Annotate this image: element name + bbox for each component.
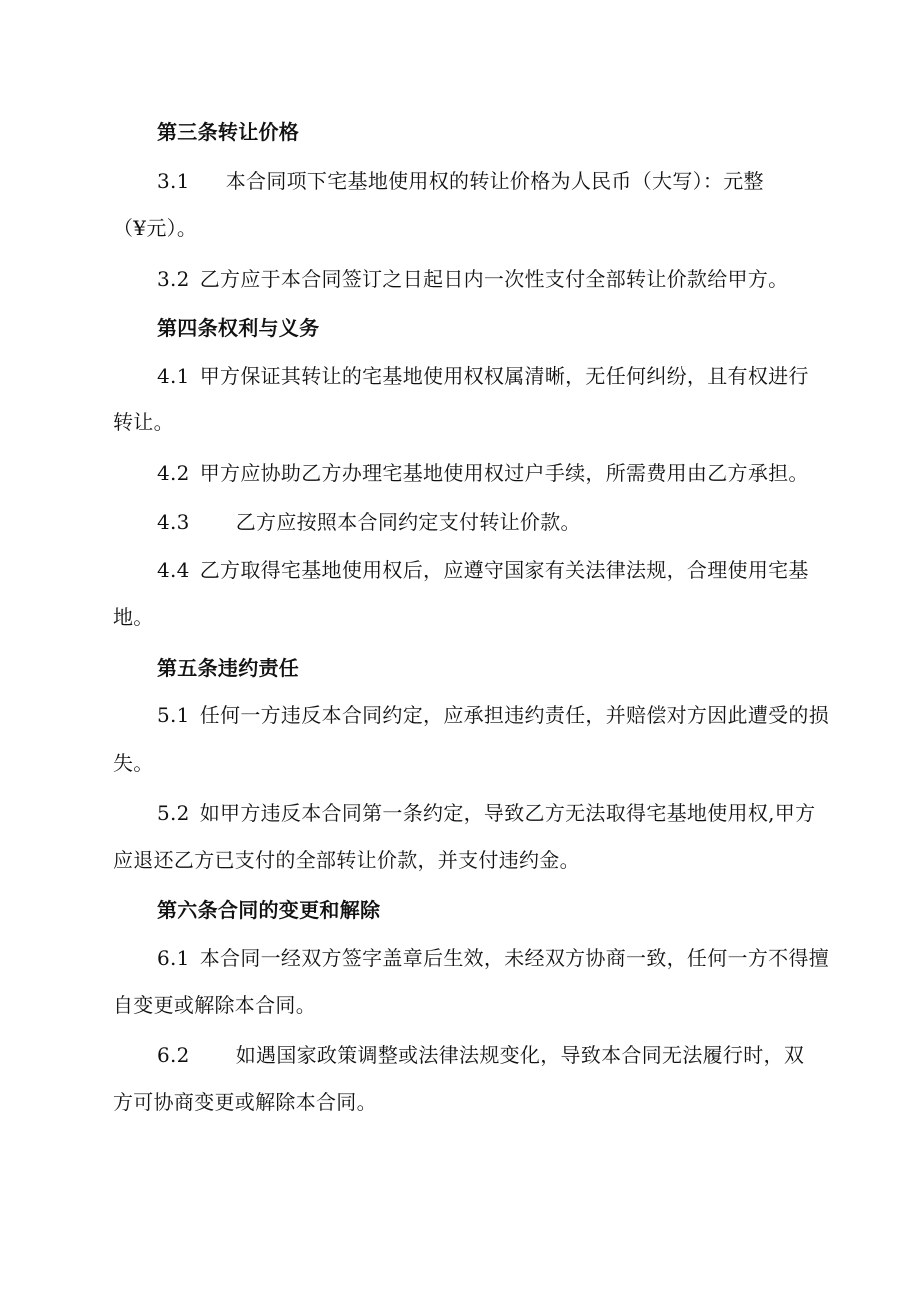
clause-number: 6.1 [157, 946, 190, 970]
section-6-heading: 第六条合同的变更和解除 [157, 898, 381, 922]
section-4-heading: 第四条权利与义务 [157, 316, 320, 340]
clause-number: 5.1 [157, 703, 190, 727]
clause-text: 本合同项下宅基地使用权的转让价格为人民币（大写）：元整 [225, 169, 764, 193]
clause-text: 甲方应协助乙方办理宅基地使用权过户手续，所需费用由乙方承担。 [199, 461, 809, 485]
clause-number: 3.1 [157, 169, 190, 193]
clause-4-1-line-2: 转让。 [113, 410, 174, 434]
clause-text: 乙方应于本合同签订之日起日内一次性支付全部转让价款给甲方。 [199, 267, 789, 291]
clause-3-1-line-1 [157, 167, 764, 195]
clause-text: 乙方取得宅基地使用权后，应遵守国家有关法律法规，合理使用宅基 [199, 558, 809, 582]
clause-text: 如甲方违反本合同第一条约定，导致乙方无法取得宅基地使用权,甲方 [199, 801, 816, 825]
clause-6-1-line-1 [157, 944, 829, 972]
clause-5-2-line-1 [157, 799, 815, 827]
clause-6-2-line-1 [157, 1041, 804, 1069]
clause-number: 6.2 [157, 1043, 190, 1067]
clause-text: 如遇国家政策调整或法律法规变化，导致本合同无法履行时，双 [235, 1043, 805, 1067]
clause-6-1-line-2: 自变更或解除本合同。 [113, 993, 316, 1017]
clause-number: 4.2 [157, 461, 190, 485]
clause-3-1-line-2: （¥元）。 [113, 216, 198, 240]
clause-5-2-line-2: 应退还乙方已支付的全部转让价款，并支付违约金。 [113, 848, 580, 872]
clause-number: 4.1 [157, 364, 190, 388]
clause-4-1-line-1 [157, 362, 809, 390]
clause-number: 4.4 [157, 558, 190, 582]
clause-text: 乙方应按照本合同约定支付转让价款。 [235, 510, 581, 534]
clause-6-2-line-2: 方可协商变更或解除本合同。 [113, 1090, 377, 1114]
clause-5-1-line-2: 失。 [113, 751, 154, 775]
section-3-heading: 第三条转让价格 [157, 120, 300, 144]
clause-number: 5.2 [157, 801, 190, 825]
clause-text: 甲方保证其转让的宅基地使用权权属清晰，无任何纠纷，且有权进行 [199, 364, 809, 388]
clause-4-4-line-2: 地。 [113, 605, 154, 629]
section-5-heading: 第五条违约责任 [157, 656, 300, 680]
clause-number: 3.2 [157, 267, 190, 291]
clause-4-4-line-1 [157, 556, 809, 584]
clause-number: 4.3 [157, 510, 190, 534]
clause-4-2 [157, 459, 809, 487]
clause-5-1-line-1 [157, 701, 829, 729]
clause-3-2 [157, 265, 788, 293]
clause-text: 本合同一经双方签字盖章后生效，未经双方协商一致，任何一方不得擅 [199, 946, 830, 970]
clause-4-3 [157, 508, 581, 536]
clause-text: 任何一方违反本合同约定，应承担违约责任，并赔偿对方因此遭受的损 [199, 703, 830, 727]
